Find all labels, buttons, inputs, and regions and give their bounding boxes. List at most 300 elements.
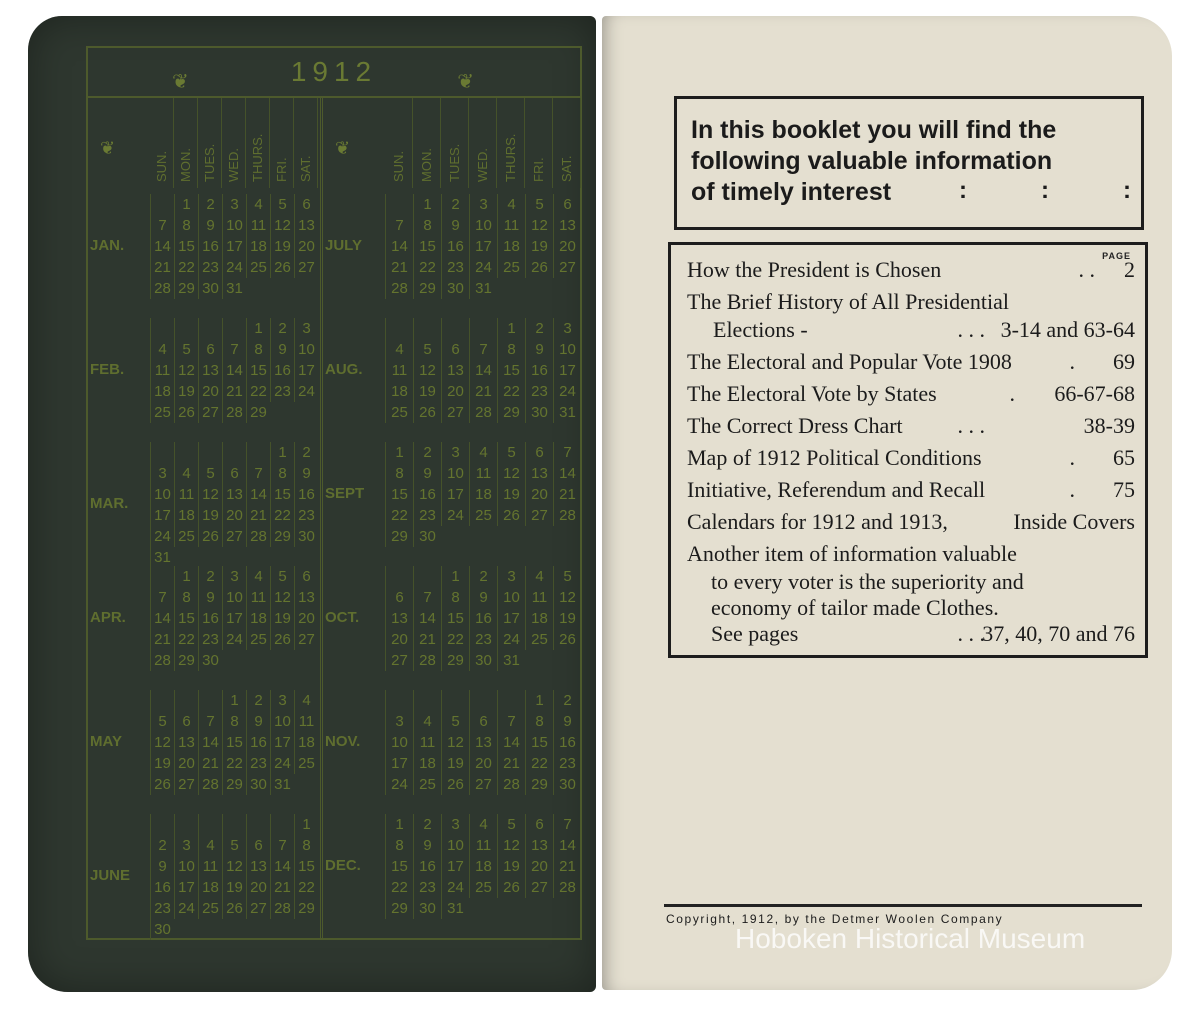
- calendar-day: 27: [441, 402, 469, 423]
- calendar-day: 29: [525, 774, 553, 795]
- calendar-day: 14: [222, 360, 246, 381]
- calendar-day: 7: [270, 835, 294, 856]
- calendar-day: 6: [385, 587, 413, 608]
- calendar-day: 19: [150, 753, 174, 774]
- calendar-day: 13: [553, 215, 581, 236]
- calendar-day: [174, 318, 198, 339]
- calendar-day: 29: [497, 402, 525, 423]
- calendar-day: 4: [174, 463, 198, 484]
- calendar-day: 14: [413, 608, 441, 629]
- calendar-day: 3: [497, 566, 525, 587]
- calendar-day: [413, 566, 441, 587]
- calendar-day: 30: [294, 526, 318, 547]
- day-name-row: [100, 98, 318, 188]
- calendar-day: 28: [553, 505, 581, 526]
- calendar-day: 14: [246, 484, 270, 505]
- calendar-day: 16: [553, 732, 581, 753]
- calendar-day: 2: [525, 318, 553, 339]
- entry-leader-dots: . . .: [957, 317, 985, 342]
- calendar-day: 27: [525, 505, 553, 526]
- entry-leader-dots: . . .: [957, 413, 985, 438]
- calendar-day: 9: [150, 856, 174, 877]
- calendar-year: 1912: [290, 56, 378, 87]
- calendar-half-jan-june: [88, 98, 318, 938]
- calendar-day: 26: [222, 898, 246, 919]
- calendar-frame: [86, 46, 582, 940]
- calendar-day: [150, 442, 174, 463]
- calendar-day: 17: [469, 236, 497, 257]
- calendar-day: 7: [150, 215, 174, 236]
- calendar-day: 30: [469, 650, 497, 671]
- calendar-day: 27: [553, 257, 581, 278]
- entry-title: The Correct Dress Chart: [687, 413, 903, 438]
- leaf-ornament-icon: ❦: [100, 138, 116, 158]
- calendar-day: [150, 690, 174, 711]
- calendar-day: 3: [441, 814, 469, 835]
- month-name: AUG.: [325, 360, 363, 378]
- calendar-day: 30: [553, 774, 581, 795]
- calendar-day: 30: [198, 278, 222, 299]
- calendar-day: 27: [246, 898, 270, 919]
- calendar-day: 23: [246, 753, 270, 774]
- calendar-day: 13: [294, 587, 318, 608]
- calendar-day: 26: [413, 402, 441, 423]
- month-day-grid: [150, 442, 318, 568]
- calendar-day: 22: [294, 877, 318, 898]
- calendar-day: 1: [385, 442, 413, 463]
- calendar-day: 6: [246, 835, 270, 856]
- calendar-day: 3: [222, 566, 246, 587]
- calendar-day: 3: [150, 463, 174, 484]
- calendar-day: 4: [150, 339, 174, 360]
- calendar-day: 25: [525, 629, 553, 650]
- month-name: MAY: [90, 732, 122, 750]
- calendar-day: 28: [469, 402, 497, 423]
- calendar-day: [385, 194, 413, 215]
- calendar-day: 23: [294, 505, 318, 526]
- calendar-month: [88, 194, 318, 318]
- calendar-day: 16: [469, 608, 497, 629]
- calendar-day: 8: [174, 587, 198, 608]
- calendar-day: 14: [553, 835, 581, 856]
- calendar-day: 16: [413, 856, 441, 877]
- day-name: FRI.: [525, 98, 553, 188]
- calendar-day: 8: [413, 215, 441, 236]
- ornament-icon: ❦: [172, 71, 195, 93]
- calendar-day: 12: [150, 732, 174, 753]
- calendar-day: 28: [150, 278, 174, 299]
- calendar-day: 27: [294, 257, 318, 278]
- calendar-day: 22: [246, 381, 270, 402]
- calendar-day: 1: [294, 814, 318, 835]
- calendar-day: 18: [174, 505, 198, 526]
- calendar-day: 24: [469, 257, 497, 278]
- day-name: THURS.: [497, 98, 525, 188]
- calendar-day: 16: [413, 484, 441, 505]
- month-name: FEB.: [90, 360, 125, 378]
- calendar-day: 27: [174, 774, 198, 795]
- calendar-day: 13: [525, 463, 553, 484]
- entry-title: Another item of information valuable: [687, 541, 1017, 566]
- leaf-ornament-icon: ❦: [335, 138, 351, 158]
- month-day-grid: [150, 690, 318, 795]
- calendar-day: 14: [150, 236, 174, 257]
- calendar-month: [88, 442, 318, 566]
- calendar-day: 26: [497, 877, 525, 898]
- calendar-half-july-dec: [320, 98, 581, 938]
- entry-page: 69: [1113, 349, 1135, 374]
- calendar-day: 29: [441, 650, 469, 671]
- calendar-day: 23: [469, 629, 497, 650]
- calendar-day: 18: [246, 236, 270, 257]
- calendar-day: 10: [294, 339, 318, 360]
- calendar-day: 19: [198, 505, 222, 526]
- month-name: NOV.: [325, 732, 361, 750]
- calendar-day: 3: [441, 442, 469, 463]
- calendar-day: 22: [525, 753, 553, 774]
- entry-leader-dots: .: [1009, 381, 1015, 406]
- calendar-year-header: [88, 48, 580, 98]
- calendar-day: 9: [270, 339, 294, 360]
- calendar-day: 4: [294, 690, 318, 711]
- calendar-day: 10: [174, 856, 198, 877]
- calendar-day: 24: [150, 526, 174, 547]
- calendar-day: 1: [413, 194, 441, 215]
- calendar-day: [385, 318, 413, 339]
- calendar-day: 18: [294, 732, 318, 753]
- calendar-day: 11: [246, 587, 270, 608]
- calendar-day: 5: [497, 814, 525, 835]
- calendar-day: 30: [198, 650, 222, 671]
- calendar-day: 5: [198, 463, 222, 484]
- calendar-day: 9: [441, 215, 469, 236]
- calendar-day: 28: [198, 774, 222, 795]
- calendar-day: 30: [441, 278, 469, 299]
- calendar-day: 10: [469, 215, 497, 236]
- calendar-month: [323, 318, 581, 442]
- calendar-day: 29: [413, 278, 441, 299]
- calendar-day: 31: [222, 278, 246, 299]
- calendar-day: 17: [270, 732, 294, 753]
- calendar-day: 31: [553, 402, 581, 423]
- calendar-day: 8: [525, 711, 553, 732]
- calendar-day: 25: [469, 505, 497, 526]
- calendar-day: 2: [198, 566, 222, 587]
- calendar-day: 6: [294, 566, 318, 587]
- calendar-day: 15: [174, 236, 198, 257]
- day-name: TUES.: [198, 98, 222, 188]
- calendar-day: [222, 814, 246, 835]
- calendar-day: 28: [150, 650, 174, 671]
- calendar-day: 9: [413, 463, 441, 484]
- calendar-month: [88, 566, 318, 690]
- calendar-day: 31: [150, 547, 174, 568]
- entry-page: 65: [1113, 445, 1135, 470]
- calendar-day: 13: [525, 835, 553, 856]
- calendar-day: 8: [294, 835, 318, 856]
- calendar-day: 26: [270, 257, 294, 278]
- calendar-day: 13: [469, 732, 497, 753]
- calendar-day: 21: [150, 257, 174, 278]
- calendar-day: 20: [441, 381, 469, 402]
- calendar-day: 11: [246, 215, 270, 236]
- calendar-day: 10: [385, 732, 413, 753]
- calendar-day: 22: [385, 505, 413, 526]
- calendar-day: 23: [413, 877, 441, 898]
- calendar-day: 7: [413, 587, 441, 608]
- day-name: SUN.: [150, 98, 174, 188]
- calendar-day: 5: [525, 194, 553, 215]
- calendar-cover: [28, 16, 596, 992]
- calendar-day: 17: [294, 360, 318, 381]
- calendar-day: 13: [246, 856, 270, 877]
- calendar-month: [323, 690, 581, 814]
- calendar-day: 4: [469, 442, 497, 463]
- calendar-day: 26: [525, 257, 553, 278]
- calendar-day: 14: [553, 463, 581, 484]
- calendar-day: 21: [553, 484, 581, 505]
- calendar-day: 28: [222, 402, 246, 423]
- calendar-month: [88, 318, 318, 442]
- calendar-day: 23: [150, 898, 174, 919]
- calendar-day: 11: [497, 215, 525, 236]
- calendar-day: 13: [174, 732, 198, 753]
- calendar-day: 26: [150, 774, 174, 795]
- calendar-day: 28: [553, 877, 581, 898]
- calendar-day: [385, 566, 413, 587]
- calendar-day: 29: [222, 774, 246, 795]
- calendar-day: 15: [441, 608, 469, 629]
- calendar-day: 17: [385, 753, 413, 774]
- calendar-day: 19: [553, 608, 581, 629]
- dot-ornament: :: [1041, 177, 1049, 204]
- entry-title: economy of tailor made Clothes.: [711, 595, 999, 620]
- calendar-day: [174, 442, 198, 463]
- calendar-day: 18: [469, 856, 497, 877]
- calendar-day: 7: [198, 711, 222, 732]
- calendar-day: 10: [150, 484, 174, 505]
- entry-page: 66-67-68: [1054, 381, 1135, 406]
- calendar-day: 29: [385, 898, 413, 919]
- calendar-day: 12: [222, 856, 246, 877]
- day-name: SAT.: [553, 98, 581, 188]
- calendar-day: 26: [441, 774, 469, 795]
- calendar-day: 2: [198, 194, 222, 215]
- calendar-month: [323, 814, 581, 938]
- calendar-day: 2: [294, 442, 318, 463]
- entry-leader-dots: .: [1069, 349, 1075, 374]
- calendar-day: 19: [222, 877, 246, 898]
- calendar-day: 11: [525, 587, 553, 608]
- calendar-day: 24: [270, 753, 294, 774]
- calendar-day: 17: [222, 608, 246, 629]
- calendar-day: 9: [198, 587, 222, 608]
- month-name: APR.: [90, 608, 126, 626]
- month-day-grid: [385, 566, 581, 671]
- calendar-day: 25: [198, 898, 222, 919]
- calendar-day: 5: [553, 566, 581, 587]
- dot-ornament: :: [1123, 177, 1131, 204]
- calendar-day: 6: [294, 194, 318, 215]
- calendar-day: 23: [198, 629, 222, 650]
- calendar-day: 21: [150, 629, 174, 650]
- calendar-day: [150, 194, 174, 215]
- calendar-day: 23: [198, 257, 222, 278]
- calendar-day: 21: [385, 257, 413, 278]
- calendar-day: 5: [150, 711, 174, 732]
- calendar-day: 22: [222, 753, 246, 774]
- calendar-day: 22: [497, 381, 525, 402]
- calendar-day: 3: [174, 835, 198, 856]
- calendar-day: 18: [246, 608, 270, 629]
- calendar-day: 5: [222, 835, 246, 856]
- calendar-month: [323, 194, 581, 318]
- calendar-day: 16: [198, 608, 222, 629]
- calendar-day: 25: [294, 753, 318, 774]
- intro-line: of timely interest: [691, 178, 892, 206]
- calendar-day: 28: [246, 526, 270, 547]
- entry-leader-dots: . .: [1078, 257, 1095, 282]
- calendar-day: 19: [270, 608, 294, 629]
- calendar-day: 18: [198, 877, 222, 898]
- calendar-day: 17: [222, 236, 246, 257]
- calendar-day: 19: [525, 236, 553, 257]
- calendar-day: 25: [246, 629, 270, 650]
- calendar-day: 12: [497, 463, 525, 484]
- calendar-day: 30: [413, 526, 441, 547]
- calendar-day: 31: [497, 650, 525, 671]
- month-day-grid: [385, 442, 581, 547]
- calendar-day: [198, 318, 222, 339]
- page-column-label: PAGE: [1102, 251, 1131, 261]
- calendar-day: 29: [174, 650, 198, 671]
- calendar-day: 1: [174, 194, 198, 215]
- calendar-day: 20: [469, 753, 497, 774]
- calendar-day: 18: [497, 236, 525, 257]
- calendar-day: 23: [441, 257, 469, 278]
- calendar-day: 7: [385, 215, 413, 236]
- calendar-day: 16: [270, 360, 294, 381]
- calendar-day: 2: [270, 318, 294, 339]
- calendar-day: 1: [497, 318, 525, 339]
- calendar-day: 5: [413, 339, 441, 360]
- calendar-month: [323, 442, 581, 566]
- calendar-day: 23: [553, 753, 581, 774]
- calendar-day: 8: [270, 463, 294, 484]
- calendar-day: 12: [174, 360, 198, 381]
- month-day-grid: [385, 814, 581, 919]
- month-name: SEPT: [325, 484, 365, 502]
- calendar-day: 6: [441, 339, 469, 360]
- calendar-day: 22: [174, 629, 198, 650]
- calendar-day: 17: [441, 856, 469, 877]
- entry-page: 2: [1124, 257, 1135, 282]
- calendar-day: 28: [385, 278, 413, 299]
- calendar-day: 6: [553, 194, 581, 215]
- calendar-day: 24: [222, 629, 246, 650]
- calendar-day: 3: [385, 711, 413, 732]
- day-name: MON.: [413, 98, 441, 188]
- calendar-day: 3: [469, 194, 497, 215]
- calendar-day: 9: [525, 339, 553, 360]
- calendar-day: 12: [270, 215, 294, 236]
- calendar-day: [385, 690, 413, 711]
- calendar-day: [441, 318, 469, 339]
- calendar-day: 11: [469, 835, 497, 856]
- calendar-day: 20: [525, 484, 553, 505]
- calendar-day: 18: [385, 381, 413, 402]
- calendar-day: 24: [174, 898, 198, 919]
- calendar-day: 22: [385, 877, 413, 898]
- calendar-day: 2: [469, 566, 497, 587]
- calendar-day: 20: [246, 877, 270, 898]
- calendar-day: 9: [413, 835, 441, 856]
- calendar-day: 11: [413, 732, 441, 753]
- calendar-day: [270, 814, 294, 835]
- entry-title: to every voter is the superiority and: [711, 569, 1024, 594]
- calendar-day: 4: [385, 339, 413, 360]
- calendar-day: 17: [553, 360, 581, 381]
- calendar-day: 4: [246, 194, 270, 215]
- calendar-day: 11: [174, 484, 198, 505]
- calendar-day: 12: [441, 732, 469, 753]
- calendar-day: 12: [525, 215, 553, 236]
- calendar-day: 17: [441, 484, 469, 505]
- calendar-day: 4: [413, 711, 441, 732]
- calendar-day: 15: [174, 608, 198, 629]
- calendar-day: 5: [441, 711, 469, 732]
- month-day-grid: [385, 690, 581, 795]
- calendar-day: [441, 690, 469, 711]
- calendar-day: 12: [497, 835, 525, 856]
- calendar-day: 3: [222, 194, 246, 215]
- calendar-day: 10: [222, 587, 246, 608]
- month-day-grid: [150, 194, 318, 299]
- calendar-day: 6: [222, 463, 246, 484]
- calendar-day: 26: [174, 402, 198, 423]
- calendar-day: 24: [553, 381, 581, 402]
- calendar-day: 18: [525, 608, 553, 629]
- calendar-day: 1: [525, 690, 553, 711]
- calendar-day: 22: [441, 629, 469, 650]
- calendar-day: 14: [150, 608, 174, 629]
- calendar-day: [413, 318, 441, 339]
- calendar-day: 26: [198, 526, 222, 547]
- day-name: THURS.: [246, 98, 270, 188]
- calendar-day: 11: [294, 711, 318, 732]
- calendar-day: 23: [270, 381, 294, 402]
- calendar-day: 27: [198, 402, 222, 423]
- calendar-day: 10: [553, 339, 581, 360]
- calendar-day: 18: [469, 484, 497, 505]
- calendar-day: 15: [413, 236, 441, 257]
- calendar-day: 5: [270, 194, 294, 215]
- calendar-day: 27: [222, 526, 246, 547]
- calendar-day: 9: [294, 463, 318, 484]
- calendar-day: [198, 690, 222, 711]
- calendar-day: 24: [222, 257, 246, 278]
- calendar-day: 4: [246, 566, 270, 587]
- calendar-day: [150, 566, 174, 587]
- calendar-day: [198, 442, 222, 463]
- calendar-day: 26: [497, 505, 525, 526]
- calendar-day: 12: [198, 484, 222, 505]
- calendar-day: 5: [270, 566, 294, 587]
- calendar-day: [150, 814, 174, 835]
- calendar-day: 19: [174, 381, 198, 402]
- calendar-day: 20: [294, 608, 318, 629]
- calendar-day: 24: [385, 774, 413, 795]
